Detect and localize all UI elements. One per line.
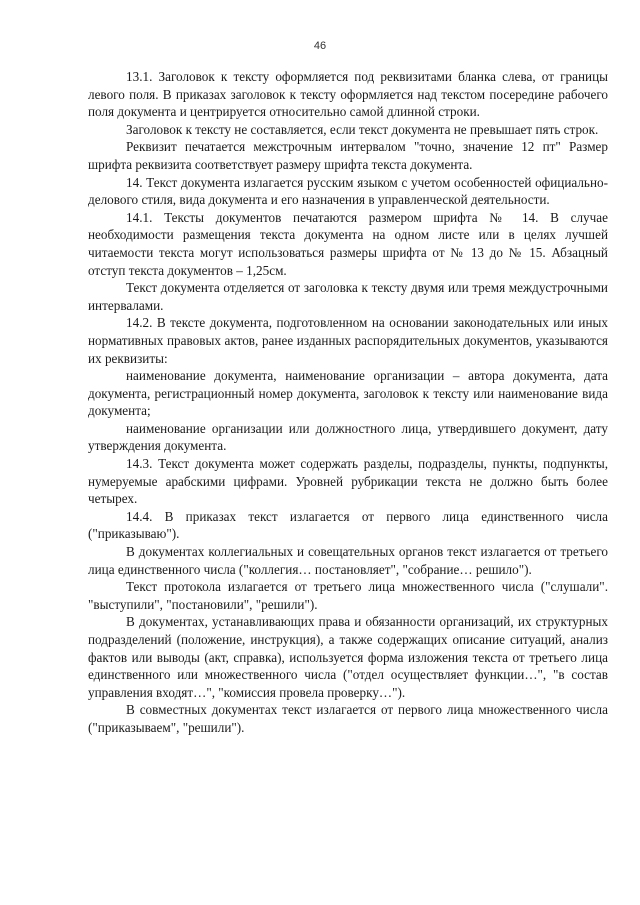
paragraph-14: 14. Текст документа излагается русским языком с учетом особенностей официально-делового стиля, вида документа и его назначения в управленческой деятельности. [88,174,608,208]
paragraph-interval-rule: Реквизит печатается межстрочным интервалом "точно, значение 12 пт" Размер шрифта реквизита соответствует размеру шрифта текста документа. [88,139,608,172]
page-number: 46 [313,40,327,52]
paragraph-14-4: 14.4. В приказах текст излагается от первого лица единственного числа ("приказываю"). [88,508,608,542]
paragraph-requisites-list-1: наименование документа, наименование организации – автора документа, дата документа, регистрационный номер документа, заголовок к тексту или наименование вида документа; [88,368,608,419]
paragraph-protocol: Текст протокола излагается от третьего лица множественного числа ("слушали". "выступили", "постановили", "решили"). [88,579,608,612]
paragraph-13-1: 13.1. Заголовок к тексту оформляется под реквизитами бланка слева, от границы левого поля. В приказах заголовок к тексту оформляется над текстом посередине рабочего поля документа и центрируется относительно самой длинной строки. [88,69,608,120]
paragraph-heading-rule: Заголовок к тексту не составляется, если текст документа не превышает пять строк. [126,121,599,137]
document-body [88,68,608,737]
paragraph-14-1: 14.1. Тексты документов печатаются размером шрифта № 14. В случае необходимости размещения текста документа на одном листе или в целях лучшей читаемости текста могут использоваться размеры шрифта от № 13 до № 15. Абзацный отступ текста документов – 1,25см. [88,209,608,278]
paragraph-14-3: 14.3. Текст документа может содержать разделы, подразделы, пункты, подпункты, нумеруемые арабскими цифрами. Уровней рубрикации текста не должно быть более четырех. [88,456,608,507]
paragraph-14-2: 14.2. В тексте документа, подготовленном на основании законодательных или иных нормативных правовых актов, ранее изданных распорядительных документов, указываются их реквизиты: [88,315,608,366]
paragraph-joint-documents: В совместных документах текст излагается от первого лица множественного числа ("приказываем", "решили"). [88,702,608,735]
paragraph-spacing-rule: Текст документа отделяется от заголовка к тексту двумя или тремя междустрочными интервалами. [88,280,608,313]
paragraph-requisites-list-2: наименование организации или должностного лица, утвердившего документ, дату утверждения документа. [88,420,608,454]
paragraph-rights-documents: В документах, устанавливающих права и обязанности организаций, их структурных подразделений (положение, инструкция), а также содержащих описание ситуаций, анализ фактов или выводы (акт, справка), используется форма изложения текста от третьего лица единственного или множественного числа ("отдел осуществляет функции…", "в состав управления входят…", "комиссия провела проверку…"). [88,614,608,700]
paragraph-collegial-bodies: В документах коллегиальных и совещательных органов текст излагается от третьего лица единственного числа ("коллегия… постановляет", "собрание… решило"). [88,544,608,577]
